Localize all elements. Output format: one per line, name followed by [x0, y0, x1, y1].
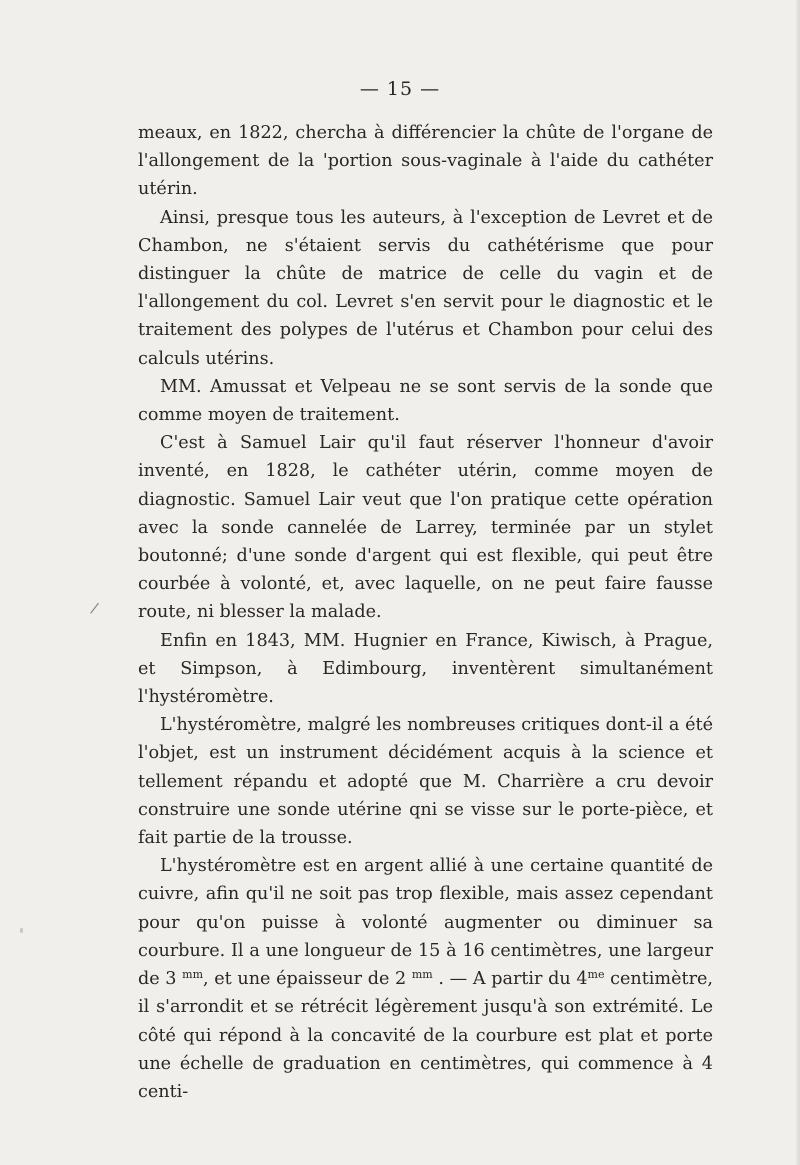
page-number: — 15 —	[359, 78, 441, 100]
paragraph-3	[138, 373, 713, 429]
superscript-unit: mm	[411, 968, 433, 982]
page-edge	[796, 0, 800, 1165]
paragraph-text: meaux, en 1822, chercha à différencier la chûte de l'organe de l'allongement de la 'portion sous-vaginale à l'aide du cathéter utérin.	[138, 123, 713, 200]
paragraph-text: . — A partir du 4	[432, 969, 588, 990]
paragraph-text: C'est à Samuel Lair qu'il faut réserver l'honneur d'avoir inventé, en 1828, le cathéter utérin, comme moyen de diagnostic. Samuel Lair veut que l'on pratique cette opération avec la sonde cannelée de Larrey, terminée par un stylet boutonné; d'une sonde d'argent qui est flexible, qui peut être courbée à volonté, et, avec laquelle, on ne peut faire fausse route, ni blesser la malade.	[138, 433, 713, 623]
paragraph-2	[138, 204, 713, 373]
paragraph-text: Ainsi, presque tous les auteurs, à l'exception de Levret et de Chambon, ne s'étaient servis du cathétérisme que pour distinguer la chûte de matrice de celle du vagin et de l'allongement du col. Levret s'en servit pour le diagnostic et le traitement des polypes de l'utérus et Chambon pour celui des calculs utérins.	[138, 207, 713, 369]
superscript-unit: mm	[182, 968, 204, 982]
paragraph-text: Enfin en 1843, MM. Hugnier en France, Kiwisch, à Prague, et Simpson, à Edimbourg, inventèrent simultanément l'hystéromètre.	[138, 630, 713, 708]
paragraph-text: centimètre, il s'arrondit et se rétrécit légèrement jusqu'à son extrémité. Le côté qui répond à la concavité de la courbure est plat et porte une échelle de graduation en centimètres, qui commence à 4 centi-	[138, 969, 713, 1102]
paragraph-1	[138, 119, 713, 204]
margin-mark: /	[89, 598, 100, 618]
paragraph-7	[138, 852, 713, 1106]
paragraph-text: MM. Amussat et Velpeau ne se sont servis de la sonde que comme moyen de traitement.	[138, 376, 713, 426]
paper-speck	[20, 928, 23, 933]
paragraph-text: , et une épaisseur de 2	[203, 969, 412, 990]
paragraph-6	[138, 711, 713, 852]
paragraph-text: L'hystéromètre est en argent allié à une certaine quantité de cuivre, afin qu'il ne soit pas trop flexible, mais assez cependant pour qu'on puisse à volonté augmenter ou diminuer sa courbure. Il a une longueur de 15 à 16 centimètres, une largeur de 3	[138, 856, 713, 990]
body-text	[138, 119, 713, 1106]
paragraph-text: L'hystéromètre, malgré les nombreuses critiques dont-il a été l'objet, est un instrument décidément acquis à la science et tellement répandu et adopté que M. Charrière a cru devoir construire une sonde utérine qni se visse sur le porte-pièce, et fait partie de la trousse.	[138, 715, 713, 849]
paragraph-5	[138, 627, 713, 712]
paragraph-4	[138, 429, 713, 626]
superscript-ordinal: me	[587, 968, 605, 982]
